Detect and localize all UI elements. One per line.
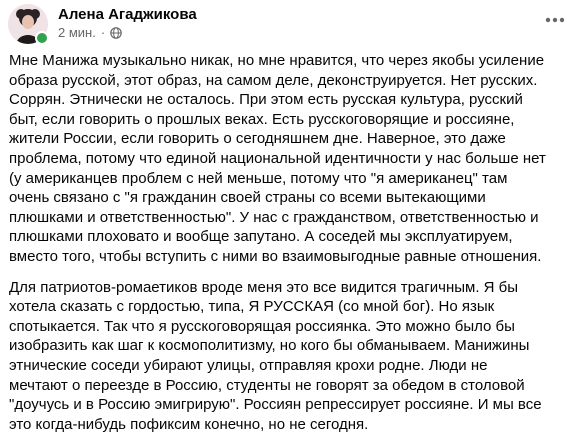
post-header bbox=[8, 4, 571, 44]
post-paragraph-2: Для патриотов-ромаетиков вроде меня это все видится трагичным. Я бы хотела сказать с гордостью, типа, Я РУССКАЯ (со мной бог). Но язык спотыкается. Так что я русскоговорящая россиянка. Это можно было бы изобразить как шаг к космополитизму, но кого бы обманываем. Манижины этнические соседи убирают улицы, отправляя крохи родне. Люди не мечтают о переезде в Россию, студенты не говорят за обедом в столовой "доучусь и в Россию эмигрирую". Россиян репрессирует россияне. И мы все это когда-нибудь пофиксим конечно, но не сегодня. bbox=[9, 278, 542, 433]
online-status-dot bbox=[35, 31, 49, 45]
ellipsis-horizontal-icon bbox=[545, 17, 565, 23]
post-body bbox=[9, 51, 575, 445]
post-paragraph-1: Мне Манижа музыкально никак, но мне нравится, что через якобы усиление образа русской, этот образ, на самом деле, деконструируется. Нет русских. Соррян. Этнически не осталось. При этом есть русская культура, русский быт, если говорить о прошлых веках. Есть русскоговорящие и россияне, жители России, если говорить о сегодняшнем дне. Наверное, это даже проблема, потому что единой национальной идентичности у нас больше нет (у американцев проблем с ней меньше, потому что "я американец" там очень связано с "я гражданин своей страны со всеми вытекающими плюшками и ответственностью". У нас с гражданством, ответственностью и плюшками плоховато и вообще запутано. А соседей мы эксплуатируем, вместо того, чтобы вступить с ними во взаимовыгодные равные отношения. bbox=[9, 52, 546, 265]
post-timestamp[interactable]: 2 мин. bbox=[58, 25, 96, 40]
author-avatar[interactable] bbox=[8, 4, 48, 44]
globe-icon[interactable] bbox=[110, 27, 122, 39]
more-options-button[interactable] bbox=[539, 8, 571, 32]
meta-separator: · bbox=[100, 25, 106, 40]
post-meta bbox=[58, 25, 122, 41]
author-name[interactable]: Алена Агаджикова bbox=[58, 6, 197, 23]
